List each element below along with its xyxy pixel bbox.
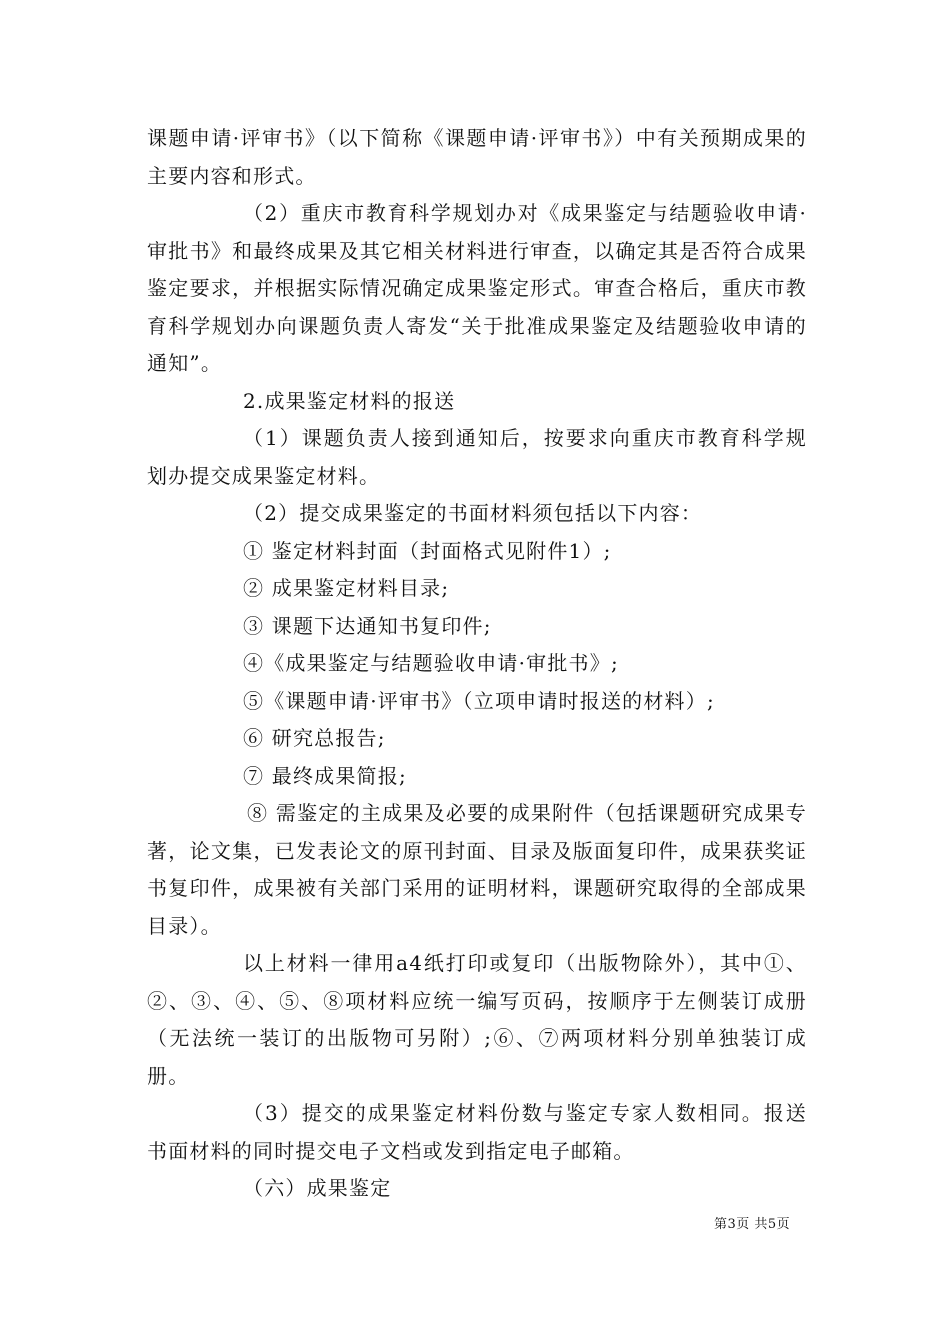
section-heading-submission: 2.成果鉴定材料的报送 [243, 388, 456, 413]
list-item-notice-copy: ③ 课题下达通知书复印件; [243, 613, 492, 638]
list-item-cover: ① 鉴定材料封面（封面格式见附件1）; [243, 538, 612, 563]
paragraph-required-contents: （2）提交成果鉴定的书面材料须包括以下内容： [243, 501, 703, 525]
page-number-footer: 第3页 共5页 [714, 1217, 791, 1232]
paragraph-copies: （3）提交的成果鉴定材料份数与鉴定专家人数相同。报送书面材料的同时提交电子文档或发到指定电子邮箱。 [147, 1101, 807, 1163]
list-item-catalog: ② 成果鉴定材料目录; [243, 576, 450, 600]
list-item-application-form: ⑤《课题申请·评审书》（立项申请时报送的材料）; [243, 688, 715, 713]
paragraph-printing-rules: 以上材料一律用a4纸打印或复印（出版物除外），其中①、②、③、④、⑤、⑧项材料应统一编写页码，按顺序于左侧装订成册（无法统一装订的出版物可另附）;⑥、⑦两项材料分别单独装订成册。 [147, 951, 807, 1088]
list-item-main-results: ⑧ 需鉴定的主成果及必要的成果附件（包括课题研究成果专著，论文集，已发表论文的原刊封面、目录及版面复印件，成果获奖证书复印件，成果被有关部门采用的证明材料，课题研究取得的全部成果目录）。 [147, 801, 807, 938]
paragraph-review-process: （2）重庆市教育科学规划办对《成果鉴定与结题验收申请·审批书》和最终成果及其它相关材料进行审查，以确定其是否符合成果鉴定要求，并根据实际情况确定成果鉴定形式。审查合格后，重庆市教育科学规划办向课题负责人寄发“关于批准成果鉴定及结题验收申请的通知”。 [147, 201, 807, 375]
document-body [147, 120, 807, 1208]
paragraph-continuation: 课题申请·评审书》（以下简称《课题申请·评审书》）中有关预期成果的主要内容和形式。 [147, 126, 807, 188]
section-heading-evaluation: （六）成果鉴定 [243, 1176, 392, 1200]
list-item-final-brief: ⑦ 最终成果简报; [243, 763, 407, 788]
list-item-approval-form: ④《成果鉴定与结题验收申请·审批书》; [243, 651, 619, 675]
list-item-research-report: ⑥ 研究总报告; [243, 726, 386, 750]
paragraph-submit-materials: （1）课题负责人接到通知后，按要求向重庆市教育科学规划办提交成果鉴定材料。 [147, 426, 807, 488]
